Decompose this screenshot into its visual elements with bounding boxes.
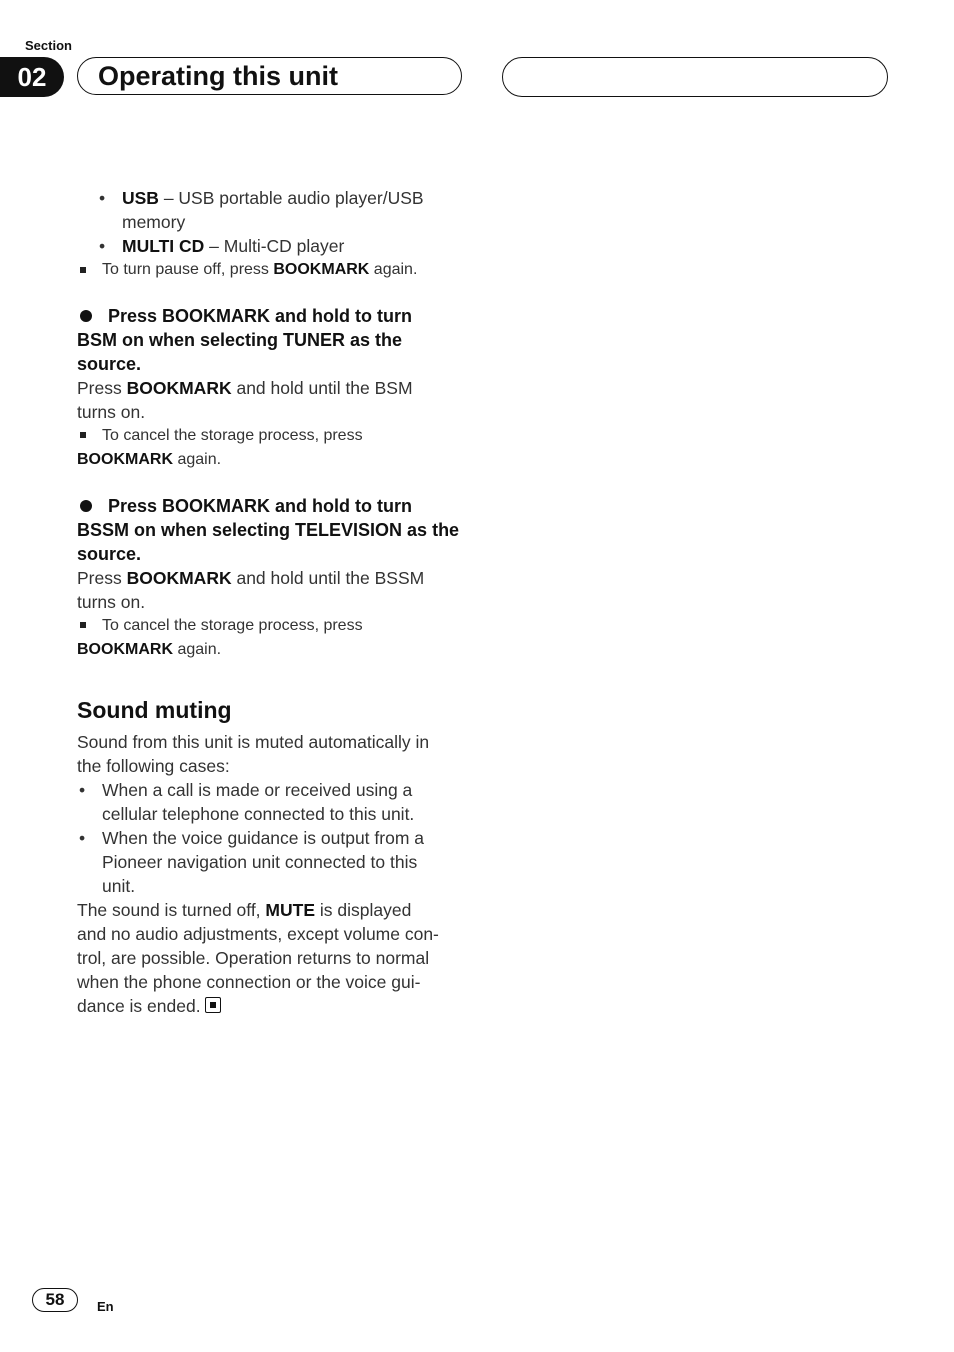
section-number: 02 xyxy=(0,57,64,97)
body-text: trol, are possible. Operation returns to normal xyxy=(77,948,430,968)
heading-line: Press BOOKMARK and hold to turn xyxy=(108,306,413,326)
muting-paragraph xyxy=(77,898,469,1018)
source-name: USB xyxy=(122,188,159,208)
list-item-multi-cd xyxy=(77,234,469,258)
body-bold: BOOKMARK xyxy=(126,568,232,588)
pause-note xyxy=(77,258,469,282)
body-text: and no audio adjustments, except volume con- xyxy=(77,924,439,944)
bullet-icon: • xyxy=(79,828,86,848)
bssm-note xyxy=(77,614,469,662)
body-text: when the phone connection or the voice gui- xyxy=(77,972,421,992)
body-text: turns on. xyxy=(77,592,146,612)
body-text: and hold until the BSM xyxy=(231,378,413,398)
body-text: Press xyxy=(77,568,127,588)
note-text-end: again. xyxy=(369,261,418,278)
source-desc-line2: memory xyxy=(122,212,186,232)
note-text: To cancel the storage process, press xyxy=(102,427,363,444)
heading-line: source. xyxy=(77,354,142,374)
note-text: To cancel the storage process, press xyxy=(102,617,363,634)
body-text: unit. xyxy=(102,876,136,896)
note-text: again. xyxy=(173,641,222,658)
main-column xyxy=(77,186,469,1018)
bsm-body xyxy=(77,376,469,424)
body-text: dance is ended. xyxy=(77,996,201,1016)
body-text: When a call is made or received using a xyxy=(102,780,413,800)
body-text: The sound is turned off, xyxy=(77,900,266,920)
heading-line: Press BOOKMARK and hold to turn xyxy=(108,496,413,516)
page-title: Operating this unit xyxy=(77,57,462,95)
body-bold: MUTE xyxy=(265,900,315,920)
body-text: Sound from this unit is muted automatically in xyxy=(77,732,430,752)
note-bold: BOOKMARK xyxy=(273,261,370,278)
source-desc: – USB portable audio player/USB xyxy=(158,188,424,208)
body-bold: BOOKMARK xyxy=(126,378,232,398)
page-number: 58 xyxy=(32,1288,78,1312)
body-text: the following cases: xyxy=(77,756,230,776)
step-dot-icon xyxy=(80,310,92,322)
body-text: Pioneer navigation unit connected to this xyxy=(102,852,418,872)
list-item-voice-guidance xyxy=(77,826,469,898)
bullet-icon: • xyxy=(99,236,106,256)
note-text: again. xyxy=(173,451,222,468)
muting-intro xyxy=(77,730,469,778)
body-text: When the voice guidance is output from a xyxy=(102,828,424,848)
note-square-icon xyxy=(80,622,86,628)
bsm-section xyxy=(77,304,469,472)
step-dot-icon xyxy=(80,500,92,512)
body-text: turns on. xyxy=(77,402,146,422)
list-item-call xyxy=(77,778,469,826)
bsm-heading xyxy=(77,304,469,376)
end-of-section-icon xyxy=(205,997,221,1013)
note-square-icon xyxy=(80,267,86,273)
note-bold: BOOKMARK xyxy=(77,641,173,658)
bullet-icon: • xyxy=(79,780,86,800)
note-bold: BOOKMARK xyxy=(77,451,173,468)
language-label: En xyxy=(97,1299,114,1314)
list-item-usb xyxy=(77,186,469,234)
source-desc: – Multi-CD player xyxy=(204,236,345,256)
heading-line: BSM on when selecting TUNER as the xyxy=(77,330,403,350)
body-text: cellular telephone connected to this unit. xyxy=(102,804,415,824)
bssm-heading xyxy=(77,494,469,566)
bsm-note xyxy=(77,424,469,472)
header-right-frame xyxy=(502,57,888,97)
note-text: To turn pause off, press xyxy=(102,261,274,278)
source-name: MULTI CD xyxy=(122,236,205,256)
body-text: Press xyxy=(77,378,127,398)
body-text: and hold until the BSSM xyxy=(231,568,425,588)
bullet-icon: • xyxy=(99,188,106,208)
bssm-body xyxy=(77,566,469,614)
note-square-icon xyxy=(80,432,86,438)
heading-line: BSSM on when selecting TELEVISION as the xyxy=(77,520,460,540)
sound-muting-heading: Sound muting xyxy=(77,697,232,723)
section-label: Section xyxy=(25,38,72,53)
bssm-section xyxy=(77,494,469,662)
body-text: is displayed xyxy=(315,900,412,920)
heading-line: source. xyxy=(77,544,142,564)
